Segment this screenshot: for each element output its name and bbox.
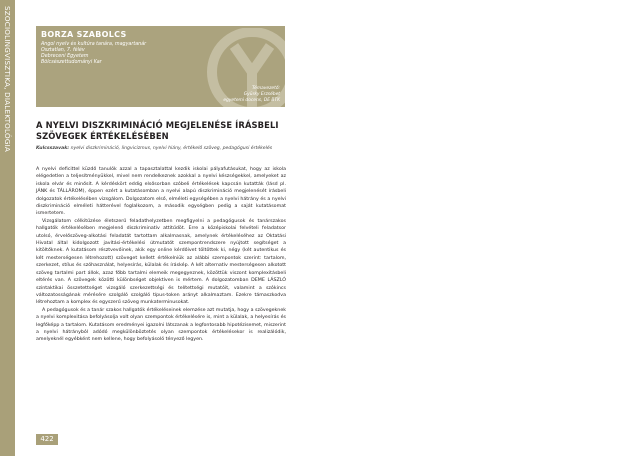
reviewer-position: egyetemi docens, DE BTK	[223, 98, 280, 103]
author-header	[36, 26, 285, 107]
author-faculty: Bölcsészettudományi Kar	[41, 60, 102, 65]
author-university: Debreceni Egyetem	[41, 54, 89, 59]
body-paragraph-1: A nyelvi deficittel küzdő tanulók azzal a tapasztalattal kezdik iskolai pályafutásukat, hogy az iskola elégedetlen a teljesítményükkel, mivel nem rendelkeznek azokkal a nyelvi készségekkel, amelyeket az iskola elvár és minősít. A kérdéskört eddig elsősorban szóbeli értékelések kapcsán kutatták (lásd pl. JÁNK és TÁLLÁROM), éppen ezért a kutatásomban a nyelvi alapú diszkrimináció megjelenését írásbeli dolgozatok értékelésében vizsgálom. Dolgozatom első, elméleti egységében a nyelvi hátrány és a nyelvi diszkrimináció elméleti hátterével foglalkozom, a második egységben pedig a saját kutatásomat ismertetem.	[36, 167, 286, 217]
body-paragraph-3: A pedagógusok és a tanár szakos hallgatók értékeléseinek elemzése azt mutatja, hogy a szövegeknek a nyelvi komplexitása befolyásolja volt olyan szempontok értékelésére is, mint a külalak, a helyesírás és legfőképp a tartalom. Kutatásom eredményei igazolni látszanak a legfontosabb hipotézisemet, miszerint a nyelvi hátrányból adódó megkülönböztetés olyan szempontok értékelésekor is realizálódik, amelyeknél egyébként nem kellene, hogy befolyásoló tényező legyen.	[36, 307, 286, 343]
keywords-list: nyelvi diszkrimináció, lingvicizmus, nyelvi hiány, értékelő szöveg, pedagógusi értékelés	[70, 146, 273, 151]
author-name: BORZA SZABOLCS	[41, 30, 127, 39]
keywords	[36, 146, 286, 152]
keywords-label: Kulcsszavak:	[36, 146, 70, 151]
section-label: SZOCIOLINGVISZTIKA, DIALEKTOLÓGIA	[3, 6, 12, 153]
body-paragraph-2: Vizsgálatom célkitűzése életszerű feladathelyzetben megfigyelni a pedagógusok és tanárszakos hallgatók értékelésében megjelenő diszkriminatív attitűdöt. Erre a középiskolai felvételi feladatsor utolsó, érvelőszöveg-alkotási feladatát tartottam alkalmasnak, amelynek értékeléséhez az Oktatási Hivatal által kidolgozott javítási-értékelési útmutatót szempontrendszere nyújtott segítséget a kitöltőknek. A kutatásom résztvevőinek, akik egy online kérdőívet töltöttek ki, négy (két autentikus és két mesterségesen létrehozott) szöveget kellett értékelniük az alábbi szempontok szerint: tartalom, szerkezet, stílus és szóhasználat, helyesírás, külalak és íráskép. A két alternatív mesterségesen alkotott szöveg tartalmi part állok, azaz főbb tartalmi elemeik megegyeznek, közöttük viszont komplexitásbeli eltérés van. A szövegek közötti különbséget objektíven is mértem. A dolgozatomban DEME LÁSZLÓ szintaktikai összetettséget vizsgáló szerkezettségi és telítettségi mutatóit, valamint a szókincs változatosságának mérésére szolgáló szolgáló típus-token arányt alkalmaztam. Ezekre támaszkodva létrehoztam a komplex és egyszerű szöveg munkaterminusokat.	[36, 218, 286, 306]
article-body	[36, 166, 286, 344]
page-number: 422	[36, 434, 58, 445]
reviewer-label: Témavezető:	[252, 86, 280, 91]
author-program: Angol nyelv és kultúra tanára, magyartanár	[41, 42, 147, 47]
reviewer-name: Gyürky Erzsébet	[243, 92, 280, 97]
article-title: A NYELVI DISZKRIMINÁCIÓ MEGJELENÉSE ÍRÁSBELI SZÖVEGEK ÉRTÉKELÉSÉBEN	[36, 120, 279, 141]
sidebar-strip	[0, 0, 15, 456]
author-semester: Osztatlan, 7. félév	[41, 48, 85, 53]
